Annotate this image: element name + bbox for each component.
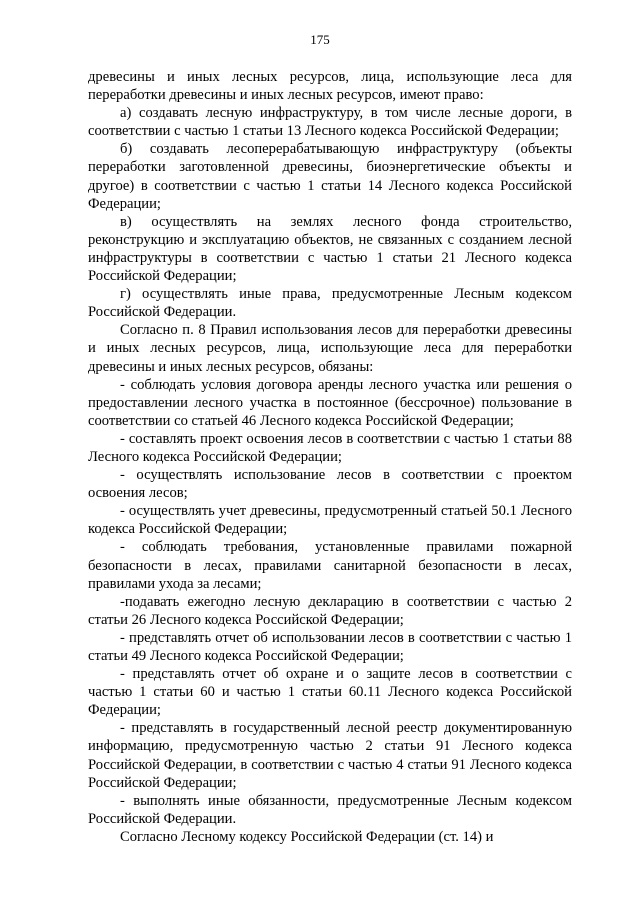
paragraph-right-a: а) создавать лесную инфраструктуру, в том числе лесные дороги, в соответствии с частью 1 статьи 13 Лесного кодекса Российской Федерации; bbox=[88, 105, 572, 140]
paragraph-obligation-project: - составлять проект освоения лесов в соответствии с частью 1 статьи 88 Лесного кодекса Российской Федерации; bbox=[88, 430, 572, 465]
paragraph-code-reference: Согласно Лесному кодексу Российской Федерации (ст. 14) и bbox=[120, 828, 494, 845]
paragraph-obligation-use: - осуществлять использование лесов в соответствии с проектом освоения лесов; bbox=[88, 467, 572, 502]
paragraph-obligation-use-report: - представлять отчет об использовании лесов в соответствии с частью 1 статьи 49 Лесного кодекса Российской Федерации; bbox=[88, 629, 572, 664]
paragraph-obligations-intro: Согласно п. 8 Правил использования лесов для переработки древесины и иных лесных ресурсов, лица, использующие леса для переработки древесины и иных лесных ресурсов, обязаны: bbox=[88, 322, 572, 375]
paragraph-right-v: в) осуществлять на землях лесного фонда строительство, реконструкцию и эксплуатацию объектов, не связанных с созданием лесной инфраструктуры в соответствии с частью 1 статьи 21 Лесного кодекса Российской Федерации; bbox=[88, 213, 572, 285]
paragraph-obligation-declaration: -подавать ежегодно лесную декларацию в соответствии с частью 2 статьи 26 Лесного кодекса Российской Федерации; bbox=[88, 593, 572, 628]
paragraph-continuation: древесины и иных лесных ресурсов, лица, использующие леса для переработки древесины и иных лесных ресурсов, имеют право: bbox=[88, 69, 572, 104]
paragraph-obligation-protection-report: - представлять отчет об охране и о защите лесов в соответствии с частью 1 статьи 60 и частью 1 статьи 60.11 Лесного кодекса Российской Федерации; bbox=[88, 666, 572, 719]
page-number: 175 bbox=[310, 32, 330, 47]
paragraph-right-b: б) создавать лесоперерабатывающую инфраструктуру (объекты переработки заготовленной древесины, биоэнергетические объекты и другое) в соответствии с частью 1 статьи 14 Лесного кодекса Российской Федерации; bbox=[88, 141, 572, 212]
document-body bbox=[88, 68, 572, 846]
paragraph-obligation-lease: - соблюдать условия договора аренды лесного участка или решения о предоставлении лесного участка в постоянное (бессрочное) пользование в соответствии со статьей 46 Лесного кодекса Российской Федерации; bbox=[88, 376, 572, 429]
paragraph-obligation-accounting: - осуществлять учет древесины, предусмотренный статьей 50.1 Лесного кодекса Российской Федерации; bbox=[88, 503, 572, 538]
paragraph-obligation-other: - выполнять иные обязанности, предусмотренные Лесным кодексом Российской Федерации. bbox=[88, 792, 572, 827]
paragraph-obligation-safety: - соблюдать требования, установленные правилами пожарной безопасности в лесах, правилами санитарной безопасности в лесах, правилами ухода за лесами; bbox=[88, 539, 572, 592]
paragraph-obligation-registry: - представлять в государственный лесной реестр документированную информацию, предусмотренную частью 2 статьи 91 Лесного кодекса Российской Федерации, в соответствии с частью 4 статьи 91 Лесного кодекса Российской Федерации; bbox=[88, 720, 572, 791]
paragraph-right-g: г) осуществлять иные права, предусмотренные Лесным кодексом Российской Федерации. bbox=[88, 286, 572, 321]
